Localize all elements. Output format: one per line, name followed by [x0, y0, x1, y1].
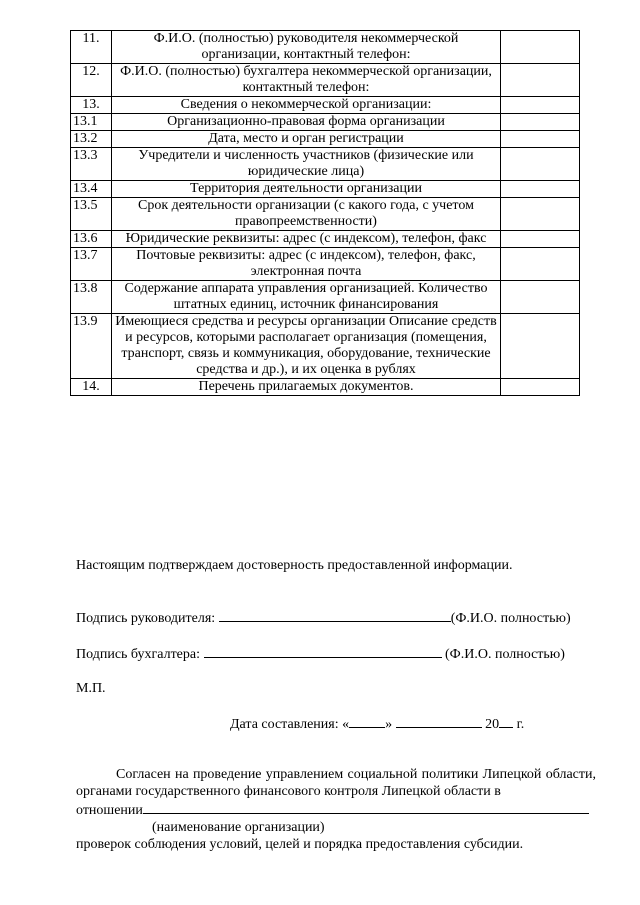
row-number: 13.4	[71, 181, 112, 198]
row-label: Ф.И.О. (полностью) бухгалтера некоммерческой организации, контактный телефон:	[112, 64, 501, 97]
row-number: 13.6	[71, 231, 112, 248]
row-number: 13.8	[71, 281, 112, 314]
table-row	[71, 97, 580, 114]
table-row	[71, 114, 580, 131]
consent-closing: проверок соблюдения условий, целей и порядка предоставления субсидии.	[76, 837, 524, 852]
accountant-signature-label: Подпись бухгалтера:	[76, 647, 201, 662]
row-number: 13.3	[71, 148, 112, 181]
table-row	[71, 281, 580, 314]
consent-prefix: отношении	[76, 803, 143, 818]
row-label: Имеющиеся средства и ресурсы организации Описание средств и ресурсов, которыми располагает организация (помещения, транспорт, связь и коммуникация, оборудование, технические средства и др.), и их оценка в рублях	[112, 314, 501, 379]
row-label: Содержание аппарата управления организацией. Количество штатных единиц, источник финансирования	[112, 281, 501, 314]
row-number: 14.	[71, 379, 112, 396]
month-field[interactable]	[396, 714, 482, 728]
table-row	[71, 198, 580, 231]
row-value-cell[interactable]	[501, 97, 580, 114]
year-suffix: г.	[516, 717, 525, 732]
row-value-cell[interactable]	[501, 31, 580, 64]
row-value-cell[interactable]	[501, 64, 580, 97]
organization-name-field-extra[interactable]	[491, 800, 589, 814]
org-name-hint: (наименование организации)	[152, 820, 325, 835]
table-row	[71, 314, 580, 379]
row-label: Дата, место и орган регистрации	[112, 131, 501, 148]
row-number: 13.7	[71, 248, 112, 281]
row-value-cell[interactable]	[501, 231, 580, 248]
date-line	[230, 714, 600, 734]
consent-org-line	[76, 800, 596, 819]
head-signature-field[interactable]	[219, 608, 451, 622]
row-label: Учредители и численность участников (физические или юридические лица)	[112, 148, 501, 181]
row-value-cell[interactable]	[501, 281, 580, 314]
accountant-signature-field[interactable]	[204, 644, 442, 658]
row-value-cell[interactable]	[501, 198, 580, 231]
table-row	[71, 181, 580, 198]
row-label: Юридические реквизиты: адрес (с индексом), телефон, факс	[112, 231, 501, 248]
day-field[interactable]	[349, 714, 385, 728]
table-row	[71, 379, 580, 396]
accountant-signature-line	[76, 644, 600, 664]
row-value-cell[interactable]	[501, 314, 580, 379]
confirmation-statement: Настоящим подтверждаем достоверность предоставленной информации.	[76, 558, 513, 573]
row-label: Почтовые реквизиты: адрес (с индексом), телефон, факс, электронная почта	[112, 248, 501, 281]
table-row	[71, 248, 580, 281]
row-number: 12.	[71, 64, 112, 97]
row-value-cell[interactable]	[501, 181, 580, 198]
row-number: 13.1	[71, 114, 112, 131]
row-label: Перечень прилагаемых документов.	[112, 379, 501, 396]
table-row	[71, 64, 580, 97]
accountant-signature-hint: (Ф.И.О. полностью)	[445, 647, 565, 662]
head-signature-hint: (Ф.И.О. полностью)	[450, 611, 571, 626]
row-value-cell[interactable]	[501, 114, 580, 131]
table-row	[71, 148, 580, 181]
row-value-cell[interactable]	[501, 131, 580, 148]
consent-block	[76, 766, 596, 853]
row-label: Территория деятельности организации	[112, 181, 501, 198]
row-number: 13.9	[71, 314, 112, 379]
organization-name-field[interactable]	[143, 800, 491, 814]
head-signature-label: Подпись руководителя:	[76, 611, 216, 626]
row-label: Срок деятельности организации (с какого года, с учетом правопреемственности)	[112, 198, 501, 231]
row-label: Сведения о некоммерческой организации:	[112, 97, 501, 114]
date-close-quote: »	[385, 717, 393, 732]
table-row	[71, 231, 580, 248]
year-field[interactable]	[499, 714, 513, 728]
head-signature-line	[76, 608, 600, 628]
date-label: Дата составления: «	[230, 717, 350, 732]
row-number: 11.	[71, 31, 112, 64]
row-label: Ф.И.О. (полностью) руководителя некоммерческой организации, контактный телефон:	[112, 31, 501, 64]
row-number: 13.	[71, 97, 112, 114]
row-value-cell[interactable]	[501, 379, 580, 396]
row-value-cell[interactable]	[501, 148, 580, 181]
table-row	[71, 31, 580, 64]
table-row	[71, 131, 580, 148]
row-label: Организационно-правовая форма организации	[112, 114, 501, 131]
row-number: 13.5	[71, 198, 112, 231]
year-prefix: 20	[485, 717, 500, 732]
application-info-table	[70, 30, 580, 396]
row-value-cell[interactable]	[501, 248, 580, 281]
row-number: 13.2	[71, 131, 112, 148]
stamp-label: М.П.	[76, 681, 106, 696]
consent-paragraph: Согласен на проведение управлением социальной политики Липецкой области, органами государственного финансового контроля Липецкой области в	[76, 767, 596, 799]
